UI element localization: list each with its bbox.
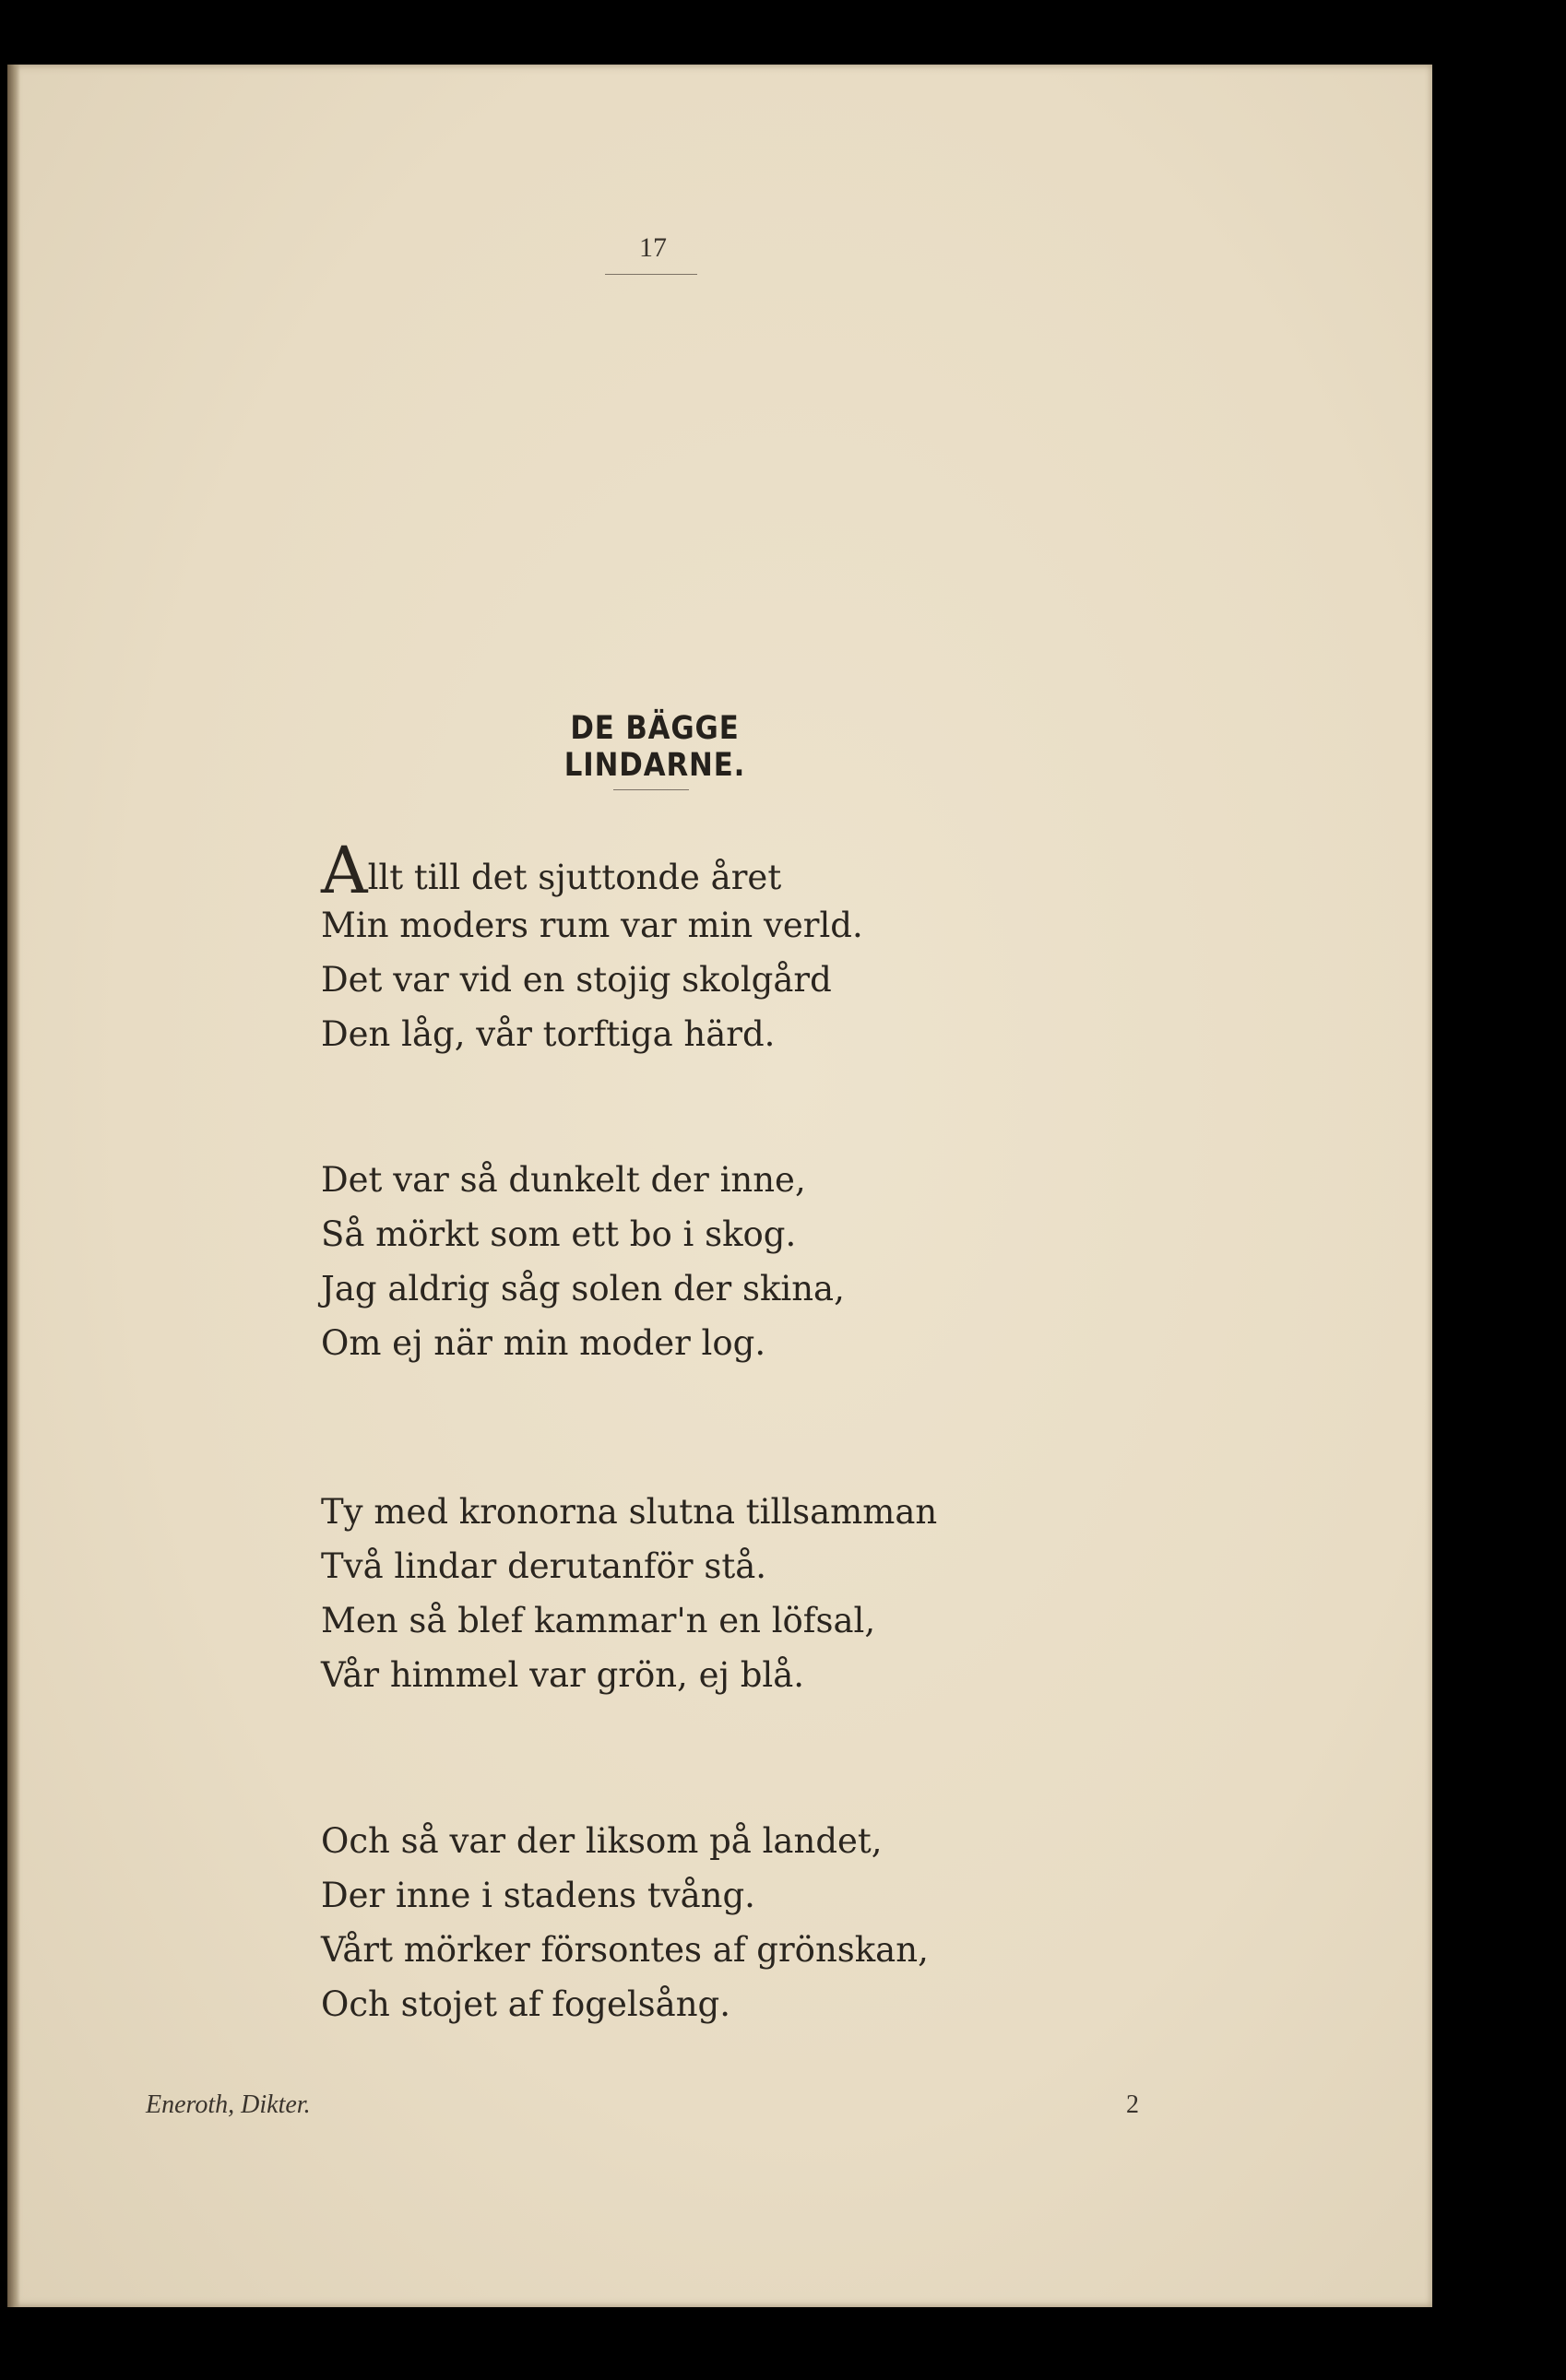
stanza-1 xyxy=(321,833,863,1061)
first-line-rest: llt till det sjuttonde året xyxy=(367,858,782,897)
poem-line: Vårt mörker försontes af grönskan, xyxy=(321,1930,929,1970)
poem-line: Jag aldrig såg solen der skina, xyxy=(321,1269,845,1308)
poem-line: Och så var der liksom på landet, xyxy=(321,1821,883,1861)
poem-line: Och stojet af fogelsång. xyxy=(321,1984,730,2024)
title-rule xyxy=(613,789,689,790)
page-number-rule xyxy=(605,274,697,275)
poem-line: Så mörkt som ett bo i skog. xyxy=(321,1214,797,1254)
poem-line: Min moders rum var min verld. xyxy=(321,906,863,945)
poem-line: Der inne i stadens tvång. xyxy=(321,1876,755,1915)
signature-number: 2 xyxy=(1126,2090,1139,2119)
poem-line: Den låg, vår torftiga härd. xyxy=(321,1014,776,1054)
poem-line: Om ej när min moder log. xyxy=(321,1323,766,1363)
stanza-3 xyxy=(321,1485,937,1702)
poem-line: Vår himmel var grön, ej blå. xyxy=(321,1655,805,1695)
poem-line: Det var så dunkelt der inne, xyxy=(321,1160,806,1200)
poem-line: Ty med kronorna slutna tillsamman xyxy=(321,1492,938,1532)
book-page xyxy=(7,65,1432,2307)
poem-line xyxy=(321,833,863,908)
poem-title: DE BÄGGE LINDARNE. xyxy=(564,710,746,784)
poem-line: Det var vid en stojig skolgård xyxy=(321,960,832,1000)
stanza-4 xyxy=(321,1814,929,2031)
poem-line: Två lindar derutanför stå. xyxy=(321,1546,767,1586)
drop-cap: A xyxy=(321,833,368,908)
page-gutter-shadow xyxy=(7,65,20,2307)
poem-line: Men så blef kammar'n en löfsal, xyxy=(321,1601,876,1640)
stanza-2 xyxy=(321,1153,845,1370)
signature-mark: Eneroth, Dikter. xyxy=(146,2090,311,2119)
page-number: 17 xyxy=(639,232,667,263)
